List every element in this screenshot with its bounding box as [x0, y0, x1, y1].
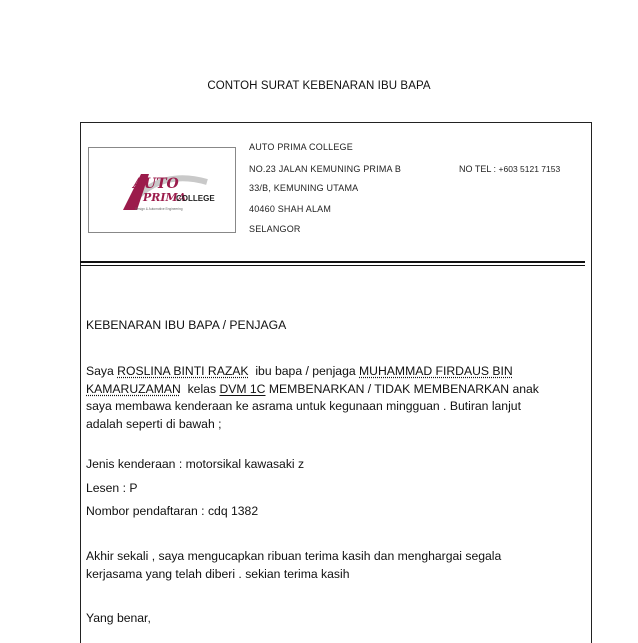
closing-paragraph — [86, 548, 576, 583]
permission-paragraph — [86, 363, 576, 433]
text-fragment: kelas — [180, 381, 220, 396]
subject-line: KEBENARAN IBU BAPA / PENJAGA — [86, 318, 287, 332]
paragraph-line: adalah seperti di bawah ; — [86, 416, 222, 431]
paragraph-line: saya membawa kenderaan ke asrama untuk kegunaan mingguan . Butiran lanjut — [86, 399, 521, 413]
text-fragment: MEMBENARKAN / TIDAK MEMBENARKAN anak — [265, 381, 539, 396]
svg-text:PRIMA: PRIMA — [143, 191, 187, 204]
letterhead-divider-thin — [80, 265, 585, 266]
paragraph-line: Akhir sekali , saya mengucapkan ribuan terima kasih dan menghargai segala — [86, 549, 502, 563]
tel-label: NO TEL : — [459, 164, 497, 174]
vehicle-type: Jenis kenderaan : motorsikal kawasaki z — [86, 457, 305, 471]
college-logo — [88, 147, 236, 233]
registration-number: Nombor pendaftaran : cdq 1382 — [86, 504, 259, 518]
address-line: 33/B, KEMUNING UTAMA — [249, 183, 359, 193]
telephone — [459, 164, 560, 174]
student-name-cont: KAMARUZAMAN — [86, 381, 181, 396]
text-fragment: Saya — [86, 364, 118, 378]
address-line: NO.23 JALAN KEMUNING PRIMA B — [249, 164, 402, 174]
address-line: 40460 SHAH ALAM — [249, 204, 332, 214]
paragraph-line: kerjasama yang telah diberi . sekian terima kasih — [86, 566, 350, 581]
class-name: DVM 1C — [219, 381, 266, 396]
address-line: AUTO PRIMA COLLEGE — [249, 142, 353, 152]
svg-text:AUTO: AUTO — [133, 176, 179, 192]
svg-text:Design & Automotive Engineerin: Design & Automotive Engineering — [135, 207, 183, 211]
text-fragment: ibu bapa / penjaga — [248, 364, 360, 378]
student-name: MUHAMMAD FIRDAUS BIN — [359, 364, 513, 378]
svg-text:COLLEGE: COLLEGE — [176, 194, 215, 203]
document-heading: CONTOH SURAT KEBENARAN IBU BAPA — [207, 80, 431, 92]
parent-name: ROSLINA BINTI RAZAK — [117, 364, 249, 378]
address-line: SELANGOR — [249, 224, 301, 234]
letterhead-divider — [80, 261, 585, 263]
tel-number: +603 5121 7153 — [498, 164, 561, 174]
license-class: Lesen : P — [86, 481, 138, 495]
auto-prima-logo-icon — [89, 148, 235, 232]
signoff: Yang benar, — [86, 611, 151, 625]
